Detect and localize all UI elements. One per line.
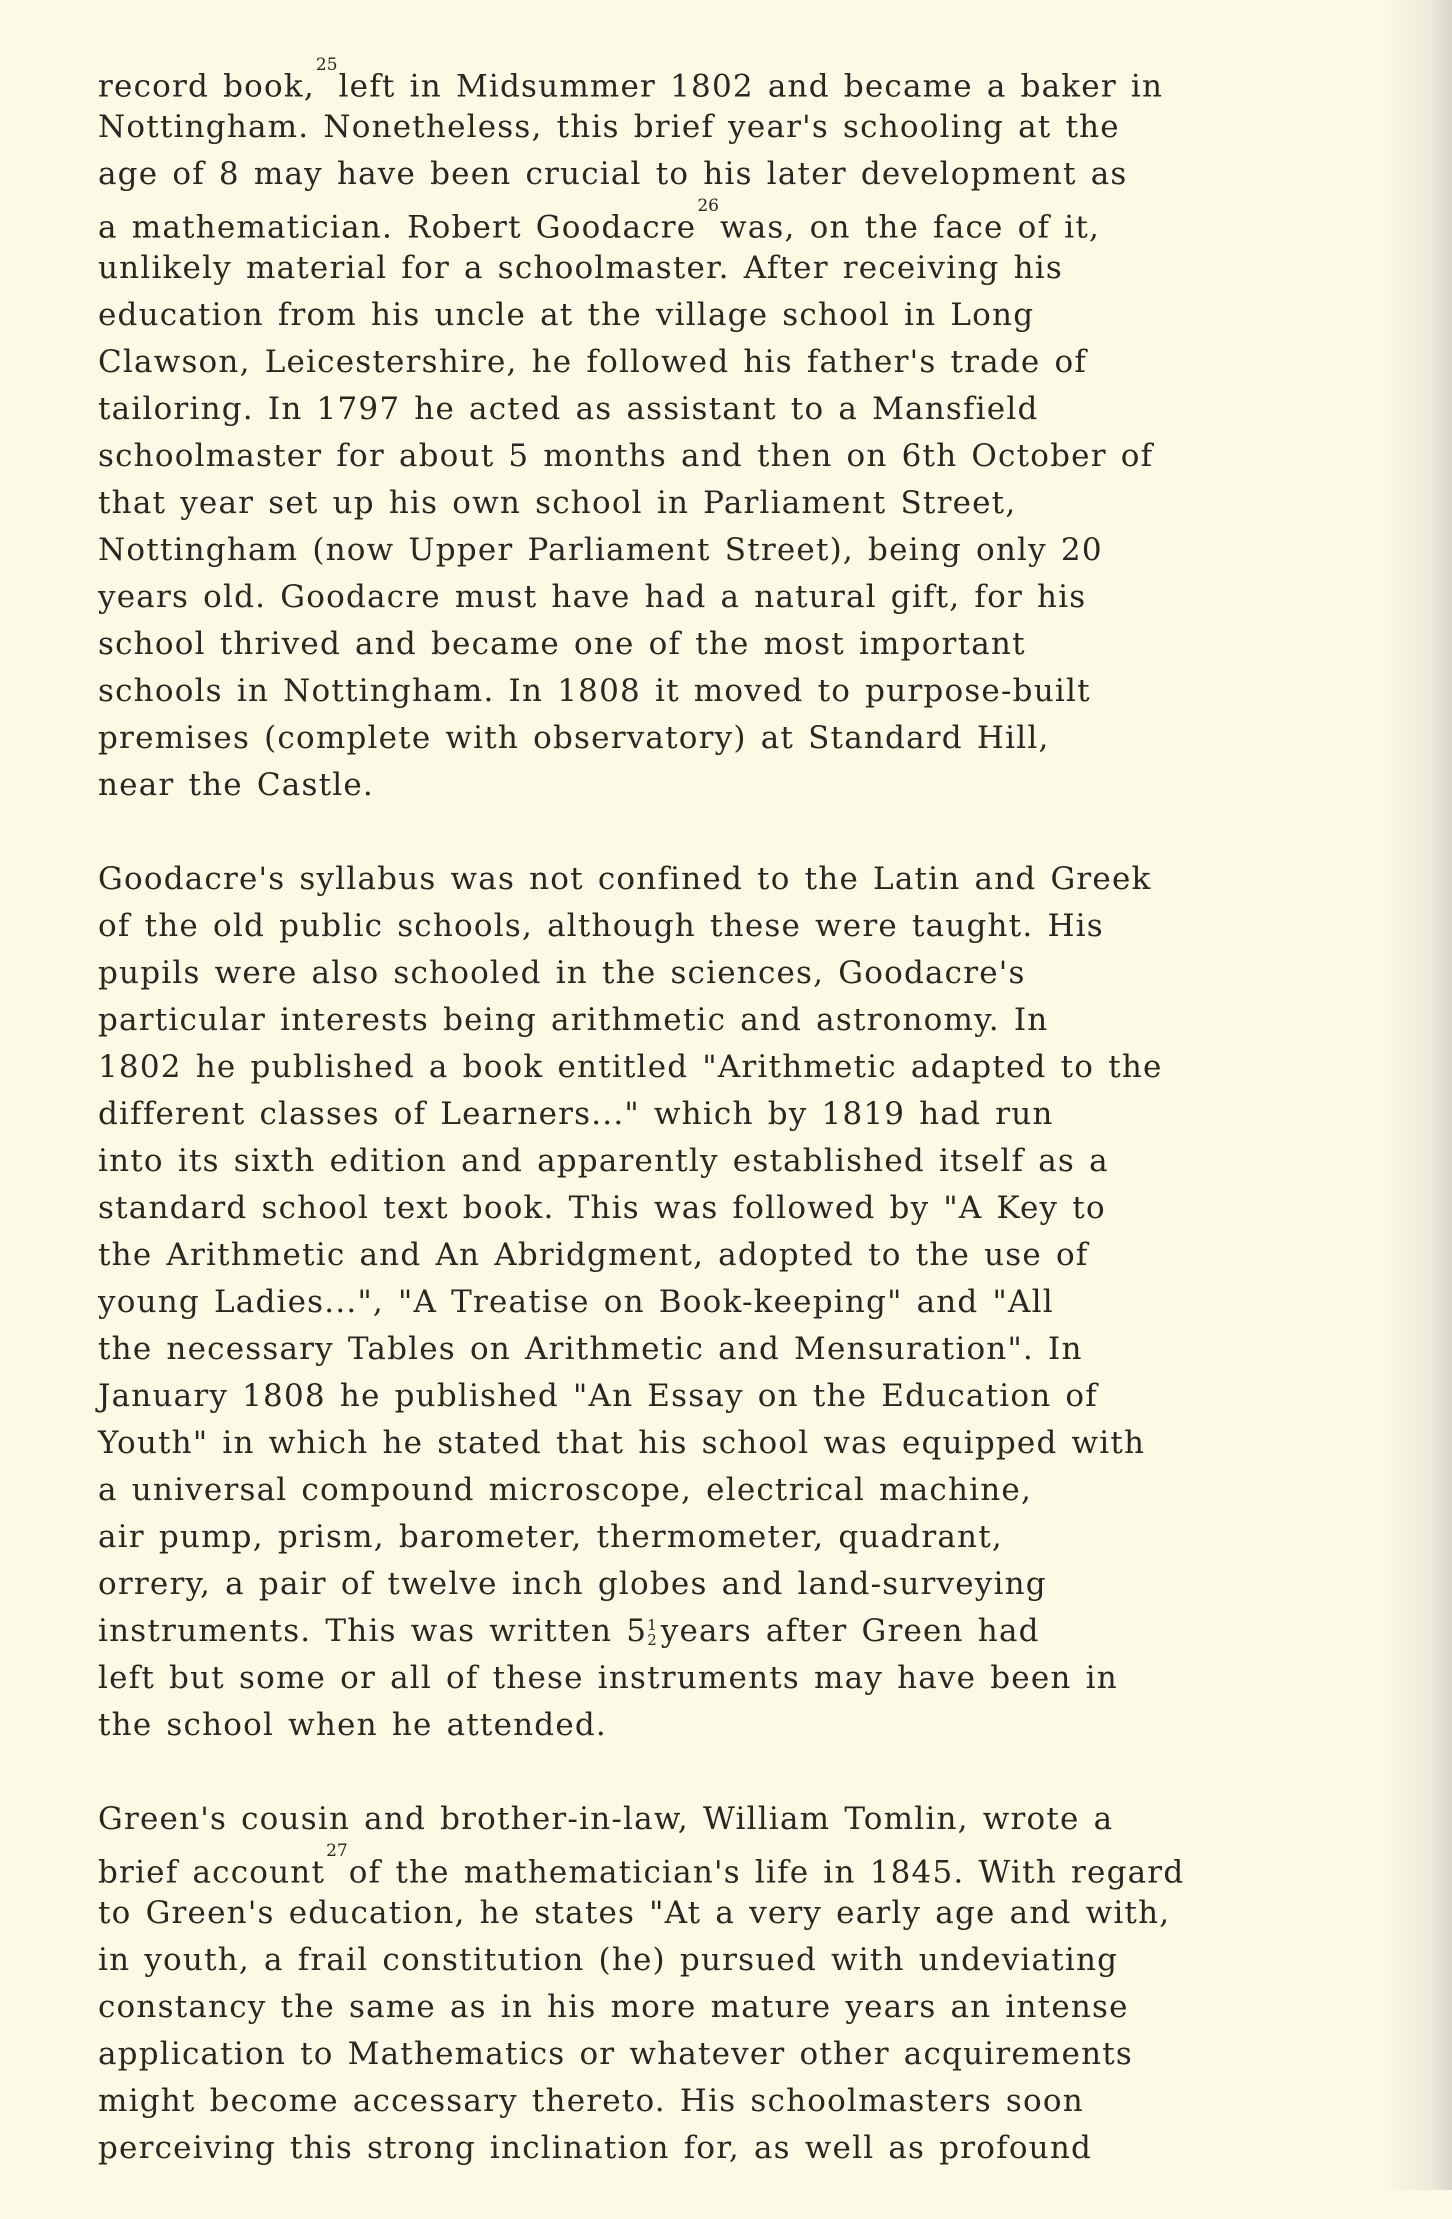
text-line	[98, 2078, 1438, 2125]
text-segment: age of 8 may have been crucial to his later development as	[98, 156, 1128, 192]
text-line	[98, 339, 1438, 386]
text-segment: in youth, a frail constitution (he) pursued with undeviating	[98, 1942, 1119, 1978]
text-segment: pupils were also schooled in the sciences, Goodacre's	[98, 955, 1026, 991]
text-segment: into its sixth edition and apparently established itself as a	[98, 1143, 1109, 1179]
text-segment: near the Castle.	[98, 767, 374, 803]
text-segment: to Green's education, he states "At a very early age and with,	[98, 1895, 1171, 1931]
text-segment: years after Green had	[660, 1613, 1040, 1649]
text-segment: Nottingham (now Upper Parliament Street), being only 20	[98, 532, 1103, 568]
text-segment: brief account	[98, 1854, 326, 1891]
text-line	[98, 1091, 1438, 1138]
text-segment: left in Midsummer 1802 and became a baker in	[338, 68, 1164, 105]
text-segment: of the mathematician's life in 1845. With regard	[348, 1854, 1185, 1891]
text-segment: Goodacre's syllabus was not confined to the Latin and Greek	[98, 861, 1152, 897]
text-line	[98, 621, 1438, 668]
text-line	[98, 1890, 1438, 1937]
text-line	[98, 1138, 1438, 1185]
text-line	[98, 1561, 1438, 1608]
text-segment: might become accessary thereto. His schoolmasters soon	[98, 2083, 1084, 2119]
text-line	[98, 856, 1438, 903]
text-line	[98, 104, 1438, 151]
text-line	[98, 292, 1438, 339]
text-segment: school thrived and became one of the most important	[98, 626, 1026, 662]
footnote-reference: 25	[315, 55, 338, 75]
footnote-reference: 26	[697, 196, 719, 216]
text-segment: Green's cousin and brother-in-law, William Tomlin, wrote a	[98, 1801, 1114, 1837]
text-segment: was, on the face of it,	[719, 209, 1101, 246]
fraction-denominator: 2	[647, 1631, 657, 1649]
text-segment: of the old public schools, although these were taught. His	[98, 908, 1104, 944]
text-line	[98, 527, 1438, 574]
text-line	[98, 151, 1438, 198]
fraction-numerator: 1	[647, 1616, 657, 1634]
text-line	[98, 668, 1438, 715]
text-line	[98, 950, 1438, 997]
text-line	[98, 1373, 1438, 1420]
text-line	[98, 386, 1438, 433]
text-segment: schoolmaster for about 5 months and then on 6th October of	[98, 438, 1154, 474]
text-segment: the school when he attended.	[98, 1707, 607, 1743]
text-segment: a universal compound microscope, electrical machine,	[98, 1472, 1033, 1508]
text-segment: the necessary Tables on Arithmetic and Mensuration". In	[98, 1331, 1083, 1367]
text-line	[98, 1843, 1438, 1890]
paragraph-1	[98, 57, 1438, 809]
text-segment: record book,	[98, 68, 315, 105]
text-line	[98, 1655, 1438, 1702]
text-segment: young Ladies...", "A Treatise on Book-keeping" and "All	[98, 1284, 1054, 1320]
text-segment: premises (complete with observatory) at Standard Hill,	[98, 720, 1050, 756]
text-segment: Clawson, Leicestershire, he followed his father's trade of	[98, 344, 1088, 380]
text-segment: orrery, a pair of twelve inch globes and land-surveying	[98, 1566, 1047, 1602]
text-segment: perceiving this strong inclination for, as well as profound	[98, 2130, 1093, 2166]
text-segment: years old. Goodacre must have had a natural gift, for his	[98, 579, 1087, 615]
text-line	[98, 480, 1438, 527]
text-line	[98, 1420, 1438, 1467]
text-line	[98, 198, 1438, 245]
text-segment: left but some or all of these instruments may have been in	[98, 1660, 1118, 1696]
footnote-reference: 27	[326, 1841, 348, 1861]
text-segment: 1802 he published a book entitled "Arithmetic adapted to the	[98, 1049, 1163, 1085]
text-line	[98, 1326, 1438, 1373]
text-segment: particular interests being arithmetic and astronomy. In	[98, 1002, 1049, 1038]
text-line	[98, 1514, 1438, 1561]
text-line	[98, 1937, 1438, 1984]
text-line	[98, 1279, 1438, 1326]
text-segment: unlikely material for a schoolmaster. After receiving his	[98, 250, 1064, 286]
text-segment: schools in Nottingham. In 1808 it moved to purpose-built	[98, 673, 1091, 709]
text-segment: a mathematician. Robert Goodacre	[98, 209, 697, 246]
text-line	[98, 245, 1438, 292]
text-segment: the Arithmetic and An Abridgment, adopted to the use of	[98, 1237, 1089, 1273]
text-line	[98, 762, 1438, 809]
text-line	[98, 715, 1438, 762]
text-line	[98, 433, 1438, 480]
text-line	[98, 1467, 1438, 1514]
text-line	[98, 1984, 1438, 2031]
paragraph-3	[98, 1796, 1438, 2172]
text-line	[98, 1232, 1438, 1279]
text-segment: constancy the same as in his more mature years an intense	[98, 1989, 1129, 2025]
text-line	[98, 1796, 1438, 1843]
text-line	[98, 2125, 1438, 2172]
text-line	[98, 1044, 1438, 1091]
text-segment: different classes of Learners..." which by 1819 had run	[98, 1096, 1054, 1132]
text-segment: tailoring. In 1797 he acted as assistant to a Mansfield	[98, 391, 1039, 427]
body-text	[98, 57, 1438, 2219]
text-segment: that year set up his own school in Parliament Street,	[98, 485, 1017, 521]
text-segment: instruments. This was written 5	[98, 1613, 648, 1649]
text-line	[98, 2031, 1438, 2078]
paragraph-2	[98, 856, 1438, 1749]
text-line	[98, 997, 1438, 1044]
text-segment: January 1808 he published "An Essay on the Education of	[98, 1378, 1098, 1414]
text-line	[98, 574, 1438, 621]
text-line	[98, 903, 1438, 950]
text-segment: Youth" in which he stated that his school was equipped with	[98, 1425, 1146, 1461]
text-line	[98, 1185, 1438, 1232]
text-line	[98, 1702, 1438, 1749]
text-segment: standard school text book. This was followed by "A Key to	[98, 1190, 1106, 1226]
text-segment: education from his uncle at the village school in Long	[98, 297, 1035, 333]
text-line	[98, 1608, 1438, 1655]
text-segment: application to Mathematics or whatever other acquirements	[98, 2036, 1134, 2072]
fraction	[647, 1618, 657, 1648]
text-segment: Nottingham. Nonetheless, this brief year's schooling at the	[98, 109, 1120, 145]
text-line	[98, 57, 1438, 104]
text-segment: air pump, prism, barometer, thermometer, quadrant,	[98, 1519, 1003, 1555]
